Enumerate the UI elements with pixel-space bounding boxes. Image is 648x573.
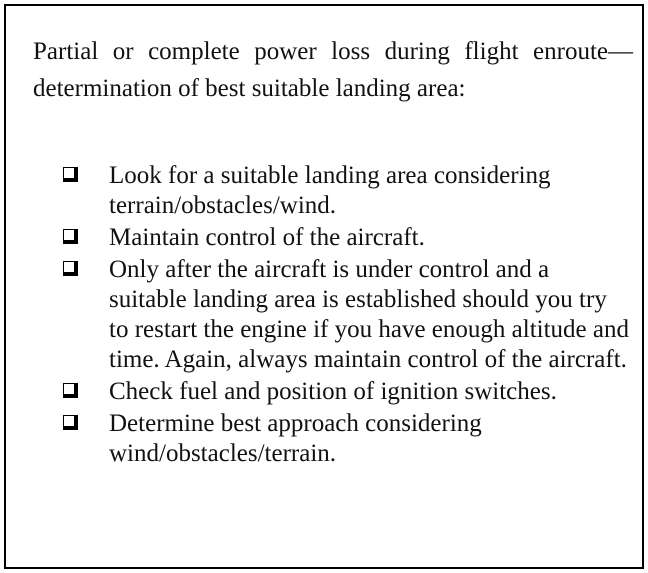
checklist-box — [4, 4, 644, 569]
checkbox-icon — [63, 229, 78, 244]
checklist-item-text: Maintain control of the aircraft. — [109, 224, 425, 251]
checkbox-icon — [63, 383, 78, 398]
checkbox-icon — [63, 415, 78, 430]
checklist-item — [61, 377, 631, 407]
checklist-item — [61, 223, 631, 253]
checklist-item — [61, 255, 631, 375]
checklist-item — [61, 161, 631, 221]
checklist-item-text: Look for a suitable landing area considering terrain/obstacles/wind. — [109, 162, 551, 219]
checkbox-icon — [63, 261, 78, 276]
checklist-item — [61, 409, 631, 469]
checklist-item-text: Check fuel and position of ignition switches. — [109, 378, 557, 405]
checklist-item-text: Only after the aircraft is under control and a suitable landing area is established should you try to restart the engine if you have enough altitude and time. Again, always maintain control of the aircraft. — [109, 256, 629, 373]
checkbox-icon — [63, 167, 78, 182]
intro-text: Partial or complete power loss during flight enroute—determination of best suitable landing area: — [33, 38, 633, 102]
checklist-item-text: Determine best approach considering wind/obstacles/terrain. — [109, 410, 482, 467]
checklist — [61, 161, 631, 471]
